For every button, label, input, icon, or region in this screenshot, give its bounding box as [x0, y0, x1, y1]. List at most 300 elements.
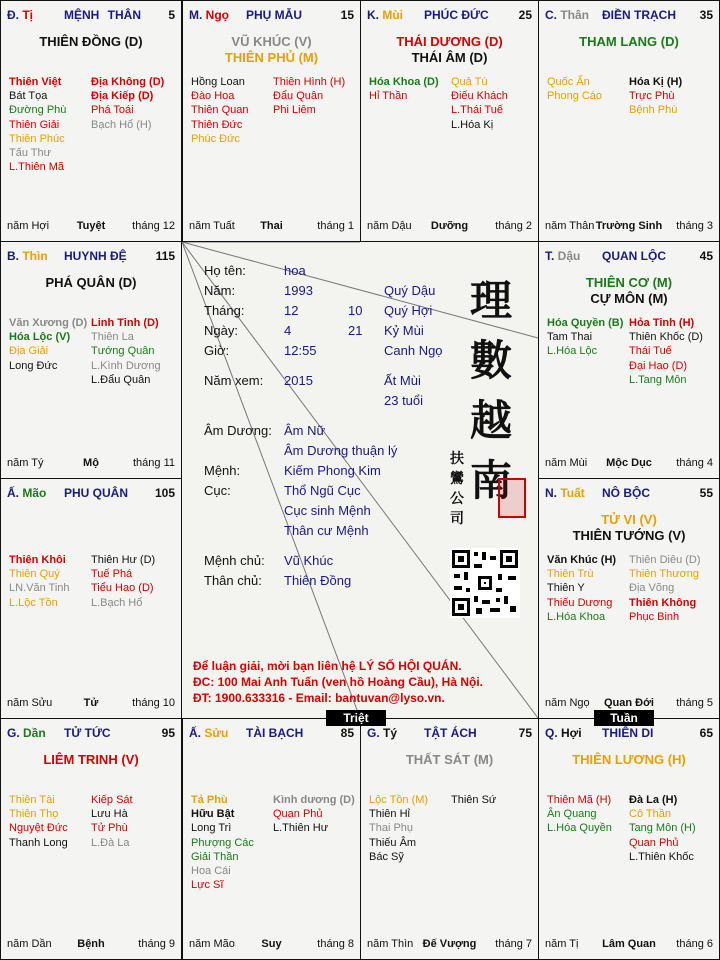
minor-star: Đà La (H)	[629, 794, 678, 806]
minor-star: Thái Tuế	[629, 345, 672, 358]
value-day-lunar: Kỷ Mùi	[384, 323, 424, 338]
minor-star: L.Hóa Lộc	[547, 345, 598, 358]
minor-star: Thiên Quý	[9, 568, 60, 581]
right-star-column	[91, 75, 164, 132]
minor-star: Tả Phù	[191, 794, 228, 806]
label-view-year: Năm xem:	[204, 373, 264, 388]
small-calligraphy-2: 鸞	[450, 471, 464, 487]
calligraphy-char-3: 越	[470, 396, 513, 445]
minor-star: Giải Thần	[191, 850, 239, 863]
minor-star: Bệnh Phù	[629, 104, 678, 117]
calligraphy-char-4: 南	[470, 456, 513, 505]
minor-star: Địa Không (D)	[91, 76, 165, 88]
palace-month: tháng 4	[676, 457, 713, 469]
minor-star: Thiên Phúc	[9, 132, 65, 145]
palace-tuat[interactable]	[538, 478, 720, 719]
palace-than[interactable]	[538, 0, 720, 242]
main-star: VŨ KHÚC (V)	[231, 34, 312, 49]
palace-branch-name: Sửu	[204, 726, 229, 740]
palace-month: tháng 1	[317, 220, 354, 232]
minor-star: Thiên Giải	[9, 118, 60, 131]
palace-branch-name: Dần	[23, 726, 46, 740]
small-calligraphy-4: 司	[450, 511, 464, 527]
palace-life-stage: Tuyệt	[76, 220, 106, 232]
value-year-solar: 1993	[284, 283, 313, 298]
palace-name: THIÊN DI	[602, 726, 654, 740]
palace-branch-name: Hợi	[561, 726, 582, 740]
minor-star: Bác Sỹ	[369, 850, 404, 863]
minor-star: Thiên La	[91, 331, 134, 344]
minor-star: L.Đẩu Quân	[91, 373, 151, 386]
main-star: THIÊN PHỦ (M)	[224, 50, 319, 65]
palace-branch	[545, 726, 582, 740]
palace-life-stage: Mộ	[83, 457, 99, 469]
minor-star: Long Đức	[9, 359, 58, 372]
palace-name: TÀI BẠCH	[246, 726, 304, 740]
palace-month: tháng 9	[138, 938, 175, 950]
value-month-lunar: Quý Hợi	[384, 303, 433, 318]
palace-stem: T.	[545, 249, 558, 263]
minor-star: Tử Phù	[91, 822, 128, 835]
minor-star: Hóa Quyền (B)	[547, 317, 624, 329]
palace-branch	[367, 8, 403, 22]
main-stars	[183, 34, 360, 66]
minor-star: Hỉ Thần	[369, 90, 408, 103]
palace-year: năm Ngọ	[545, 697, 590, 709]
main-star: THÁI ÂM (D)	[411, 50, 488, 65]
value-day-lunar-num: 21	[348, 323, 363, 338]
minor-star: Địa Giải	[9, 345, 49, 358]
palace-branch	[545, 486, 585, 500]
palace-branch-name: Mão	[22, 486, 47, 500]
value-than-chu: Thiên Đồng	[284, 573, 352, 588]
minor-star: Hồng Loan	[191, 76, 245, 88]
triet-badge: Triệt	[326, 710, 386, 726]
palace-life-stage: Tử	[83, 697, 99, 709]
palace-name: PHỤ MẪU	[246, 8, 302, 22]
palace-name: PHU QUÂN	[64, 486, 129, 500]
palace-year: năm Tị	[545, 938, 579, 950]
palace-footer	[367, 938, 532, 951]
minor-star: Tướng Quân	[91, 345, 155, 358]
right-star-column	[91, 553, 155, 610]
palace-header	[189, 726, 354, 742]
palace-month: tháng 5	[676, 697, 713, 709]
palace-footer	[189, 220, 354, 233]
minor-star: Linh Tinh (D)	[91, 317, 159, 329]
palace-footer	[7, 697, 175, 710]
main-star: THIÊN CƠ (M)	[585, 275, 673, 290]
palace-branch	[7, 726, 46, 740]
palace-life-stage: Quan Đới	[604, 697, 654, 709]
minor-star: Đại Hao (D)	[629, 359, 688, 372]
main-star: THIÊN LƯƠNG (H)	[572, 752, 686, 767]
palace-name: PHÚC ĐỨC	[424, 8, 489, 22]
minor-star: Ân Quang	[547, 808, 597, 821]
palace-branch	[545, 8, 589, 22]
label-menh-chu: Mệnh chủ:	[204, 553, 265, 568]
palace-mao[interactable]	[0, 478, 182, 719]
palace-branch-name: Thìn	[22, 249, 48, 263]
label-month: Tháng:	[204, 303, 245, 318]
palace-ti[interactable]	[0, 0, 182, 242]
palace-header	[367, 8, 532, 24]
palace-name: TẬT ÁCH	[424, 726, 477, 740]
palace-header	[367, 726, 532, 742]
value-month-solar: 12	[284, 303, 299, 318]
minor-star: L.Thiên Mã	[9, 161, 65, 174]
qr-code-icon[interactable]	[450, 548, 520, 618]
palace-life-stage: Mộc Dục	[606, 457, 652, 469]
left-star-column	[9, 553, 70, 610]
palace-name: QUAN LỘC	[602, 249, 666, 263]
palace-life-stage: Trường Sinh	[595, 220, 663, 232]
main-star: PHÁ QUÂN (D)	[45, 275, 137, 290]
minor-star: Long Trì	[191, 822, 232, 835]
minor-star: Thiên Tài	[9, 794, 55, 806]
main-stars	[1, 275, 181, 291]
value-amduong-2: Âm Dương thuận lý	[284, 443, 398, 458]
palace-year: năm Mùi	[545, 457, 588, 469]
minor-star: Tam Thai	[547, 331, 593, 344]
main-star: THIÊN ĐỒNG (D)	[39, 34, 143, 49]
minor-star: Quan Phủ	[629, 836, 679, 849]
left-star-column	[191, 793, 254, 892]
right-star-column	[273, 793, 355, 836]
minor-star: Bạch Hổ (H)	[91, 118, 152, 131]
value-menh: Kiếm Phong Kim	[284, 463, 381, 478]
main-stars	[539, 275, 719, 307]
palace-footer	[189, 938, 354, 951]
value-hour-lunar: Canh Ngọ	[384, 343, 443, 358]
palace-age: 25	[518, 8, 532, 22]
minor-star: Thai Phụ	[369, 822, 414, 835]
minor-star: Hóa Khoa (D)	[369, 76, 439, 88]
palace-year: năm Mão	[189, 938, 235, 950]
minor-star: Bát Tọa	[9, 90, 48, 103]
palace-year: năm Dậu	[367, 220, 412, 232]
palace-footer	[545, 220, 713, 233]
small-calligraphy-1: 扶	[450, 451, 464, 467]
minor-star: Thiên Sứ	[451, 794, 497, 806]
palace-name: MỆNH	[64, 8, 100, 22]
value-cuc-2: Cục sinh Mệnh	[284, 503, 371, 518]
palace-life-stage: Lâm Quan	[602, 938, 656, 950]
right-star-column	[451, 793, 496, 807]
palace-name: TỬ TỨC	[64, 726, 111, 740]
right-star-column	[273, 75, 345, 118]
palace-age: 45	[699, 249, 713, 263]
palace-name: NÔ BỘC	[602, 486, 650, 500]
main-star: CỰ MÔN (M)	[590, 291, 668, 306]
value-view-year: 2015	[284, 373, 313, 388]
palace-footer	[7, 220, 175, 233]
right-star-column	[91, 793, 133, 850]
palace-year: năm Tuất	[189, 220, 235, 232]
minor-star: Văn Xương (D)	[9, 317, 88, 329]
label-amduong: Âm Dương:	[204, 423, 272, 438]
minor-star: Thiên Mã (H)	[547, 794, 612, 806]
right-star-column	[451, 75, 508, 132]
minor-star: L.Hóa Khoa	[547, 610, 606, 623]
main-star: THIÊN TƯỚNG (V)	[572, 528, 686, 543]
palace-header	[545, 726, 713, 742]
palace-ngo[interactable]	[182, 0, 361, 242]
minor-star: Phục Binh	[629, 610, 680, 623]
main-stars	[539, 752, 719, 768]
minor-star: Phong Cáo	[547, 90, 603, 103]
palace-month: tháng 8	[317, 938, 354, 950]
right-star-column	[629, 316, 703, 387]
minor-star: Đẩu Quân	[273, 90, 324, 103]
palace-age: 5	[168, 8, 175, 22]
palace-footer	[545, 457, 713, 470]
value-cuc-3: Thân cư Mệnh	[284, 523, 369, 538]
minor-star: Thiên Quan	[191, 104, 249, 117]
palace-branch-name: Mùi	[382, 8, 404, 22]
palace-thin[interactable]	[0, 241, 182, 479]
minor-star: LN.Văn Tinh	[9, 582, 70, 595]
calligraphy-char-1: 理	[470, 276, 513, 325]
main-star: THẤT SÁT (M)	[405, 752, 494, 767]
minor-star: Kình dương (D)	[273, 794, 355, 806]
palace-stem: G.	[7, 726, 24, 740]
label-name: Họ tên:	[204, 263, 246, 278]
palace-life-stage: Thai	[260, 220, 283, 232]
main-stars	[361, 34, 538, 66]
minor-star: L.Tang Môn	[629, 373, 687, 386]
palace-age: 65	[699, 726, 713, 740]
tuan-badge: Tuần	[594, 710, 654, 726]
left-star-column	[547, 553, 616, 624]
palace-month: tháng 12	[132, 220, 175, 232]
main-star: THAM LANG (D)	[579, 34, 679, 49]
minor-star: Phượng Các	[191, 836, 254, 849]
palace-header	[545, 8, 713, 24]
minor-star: Thiên Đức	[191, 118, 243, 131]
palace-stem: M.	[189, 8, 206, 22]
palace-stem: B.	[7, 249, 23, 263]
minor-star: L.Hóa Kị	[451, 118, 494, 131]
minor-star: Nguyệt Đức	[9, 822, 68, 835]
minor-star: Địa Võng	[629, 582, 675, 595]
value-amduong-1: Âm Nữ	[284, 423, 326, 438]
value-age: 23 tuổi	[384, 393, 424, 408]
label-year: Năm:	[204, 283, 236, 298]
minor-star: Văn Khúc (H)	[547, 554, 617, 566]
minor-star: Thanh Long	[9, 836, 68, 849]
right-star-column	[91, 316, 161, 387]
contact-address: ĐC: 100 Mai Anh Tuấn (ven hồ Hoàng Cầu), Hà Nội.	[193, 675, 484, 689]
value-month-lunar-num: 10	[348, 303, 363, 318]
palace-header	[545, 486, 713, 502]
right-star-column	[629, 553, 701, 624]
palace-month: tháng 10	[132, 697, 175, 709]
minor-star: Quan Phủ	[273, 808, 323, 821]
minor-star: Phá Toái	[91, 104, 134, 117]
left-star-column	[9, 793, 68, 850]
palace-branch	[189, 726, 228, 740]
main-star: TỬ VI (V)	[601, 512, 657, 527]
left-star-column	[191, 75, 248, 146]
red-seal-icon	[498, 478, 526, 518]
palace-age: 55	[699, 486, 713, 500]
left-star-column	[369, 793, 428, 864]
value-hour: 12:55	[284, 343, 317, 358]
palace-year: năm Thìn	[367, 938, 414, 950]
minor-star: Thiên Hư (D)	[91, 554, 156, 566]
palace-branch	[545, 249, 580, 263]
palace-branch	[7, 249, 48, 263]
minor-star: Thiên Không	[629, 596, 697, 609]
label-day: Ngày:	[204, 323, 238, 338]
palace-age: 85	[340, 726, 354, 740]
minor-star: Thiên Khốc (D)	[629, 331, 703, 344]
left-star-column	[547, 316, 623, 359]
palace-branch-name: Tị	[22, 8, 34, 22]
minor-star: Tiểu Hao (D)	[91, 582, 154, 595]
palace-branch-name: Ngọ	[205, 8, 229, 22]
minor-star: Quốc Ấn	[547, 76, 590, 88]
palace-month: tháng 11	[132, 457, 175, 469]
palace-stem: Đ.	[7, 8, 23, 22]
palace-dan[interactable]	[0, 718, 182, 960]
minor-star: Thiếu Dương	[547, 596, 613, 609]
minor-star: Cô Thần	[629, 808, 671, 821]
small-calligraphy-3: 公	[450, 491, 464, 507]
minor-star: Thiên Y	[547, 582, 585, 595]
minor-star: Trực Phù	[629, 90, 675, 103]
minor-star: Lộc Tồn (M)	[369, 794, 429, 806]
contact-phone-email: ĐT: 1900.633316 - Email: bantuvan@lyso.vn.	[193, 691, 445, 705]
palace-age: 115	[155, 249, 175, 263]
main-stars	[539, 34, 719, 50]
palace-age: 15	[340, 8, 354, 22]
minor-star: Điếu Khách	[451, 90, 508, 103]
palace-month: tháng 6	[676, 938, 713, 950]
minor-star: Hóa Lộc (V)	[9, 331, 71, 344]
palace-branch	[367, 726, 397, 740]
palace-suu[interactable]	[182, 718, 361, 960]
palace-mui[interactable]	[360, 0, 539, 242]
minor-star: Đường Phù	[9, 104, 67, 117]
palace-year: năm Tý	[7, 457, 44, 469]
palace-year: năm Sửu	[7, 697, 53, 709]
minor-star: Tuế Phá	[91, 568, 133, 581]
palace-name: ĐIỀN TRẠCH	[602, 8, 676, 22]
palace-age: 95	[161, 726, 175, 740]
palace-life-stage: Suy	[261, 938, 282, 950]
minor-star: Thiếu Âm	[369, 836, 417, 849]
minor-star: Thiên Khôi	[9, 554, 66, 566]
palace-header	[189, 8, 354, 24]
palace-year: năm Thân	[545, 220, 595, 232]
calligraphy-char-2: 數	[470, 336, 513, 385]
palace-branch-name: Tuất	[560, 486, 585, 500]
minor-star: L.Thiên Hư	[273, 822, 329, 835]
palace-footer	[367, 220, 532, 233]
right-star-column	[629, 75, 682, 118]
main-star: THÁI DƯƠNG (D)	[396, 34, 503, 49]
value-year-lunar: Quý Dậu	[384, 283, 436, 298]
palace-footer	[545, 938, 713, 951]
minor-star: Địa Kiếp (D)	[91, 90, 154, 103]
main-star: LIÊM TRINH (V)	[43, 752, 139, 767]
minor-star: Thiên Thọ	[9, 808, 59, 821]
palace-header	[545, 249, 713, 265]
palace-branch-name: Dậu	[557, 249, 581, 263]
minor-star: Thiên Trù	[547, 568, 594, 581]
minor-star: Quả Tú	[451, 76, 488, 88]
palace-life-stage: Dưỡng	[430, 220, 469, 232]
palace-header	[7, 726, 175, 742]
palace-footer	[545, 697, 713, 710]
main-stars	[361, 752, 538, 768]
palace-branch-name: Tý	[383, 726, 398, 740]
left-star-column	[9, 75, 66, 174]
minor-star: Tấu Thư	[9, 147, 52, 160]
palace-ty[interactable]	[360, 718, 539, 960]
palace-stem: Ấ.	[189, 726, 205, 740]
value-menh-chu: Vũ Khúc	[284, 553, 334, 568]
palace-month: tháng 3	[676, 220, 713, 232]
minor-star: L.Hóa Quyền	[547, 822, 612, 835]
left-star-column	[547, 75, 602, 103]
palace-stem: G.	[367, 726, 384, 740]
left-star-column	[369, 75, 439, 103]
palace-header	[7, 486, 175, 502]
minor-star: Phúc Đức	[191, 132, 240, 145]
minor-star: Tang Môn (H)	[629, 822, 696, 835]
minor-star: Hữu Bật	[191, 808, 235, 821]
minor-star: Đào Hoa	[191, 90, 235, 103]
value-view-lunar: Ất Mùi	[384, 373, 421, 388]
palace-branch-name: Thân	[560, 8, 590, 22]
minor-star: Thiên Việt	[9, 76, 62, 88]
palace-month: tháng 2	[495, 220, 532, 232]
palace-header	[7, 8, 175, 24]
palace-stem: K.	[367, 8, 383, 22]
minor-star: Thiên Hỉ	[369, 808, 410, 821]
minor-star: Thiên Thương	[629, 568, 700, 581]
minor-star: Lưu Hà	[91, 808, 128, 821]
palace-age: 35	[699, 8, 713, 22]
palace-dau[interactable]	[538, 241, 720, 479]
minor-star: Phi Liêm	[273, 104, 316, 117]
palace-stem: Ấ.	[7, 486, 23, 500]
palace-life-stage: Bệnh	[77, 938, 105, 950]
palace-header	[7, 249, 175, 265]
left-star-column	[9, 316, 87, 373]
minor-star: L.Thái Tuế	[451, 104, 503, 117]
label-than-chu: Thân chủ:	[204, 573, 262, 588]
minor-star: Hỏa Tinh (H)	[629, 317, 695, 329]
palace-name: HUYNH ĐỆ	[64, 249, 127, 263]
value-name: hoa	[284, 263, 306, 278]
label-hour: Giờ:	[204, 343, 230, 358]
minor-star: L.Thiên Khốc	[629, 850, 694, 863]
palace-hoi[interactable]	[538, 718, 720, 960]
main-stars	[1, 34, 181, 50]
palace-month: tháng 7	[495, 938, 532, 950]
palace-footer	[7, 938, 175, 951]
minor-star: Thiên Hình (H)	[273, 76, 346, 88]
palace-branch	[7, 486, 46, 500]
minor-star: Thiên Diêu (D)	[629, 554, 701, 566]
palace-age: 105	[154, 486, 175, 500]
palace-stem: N.	[545, 486, 561, 500]
contact-line-1: Để luận giải, mời bạn liên hệ LÝ SỐ HỘI QUÁN.	[193, 659, 462, 673]
